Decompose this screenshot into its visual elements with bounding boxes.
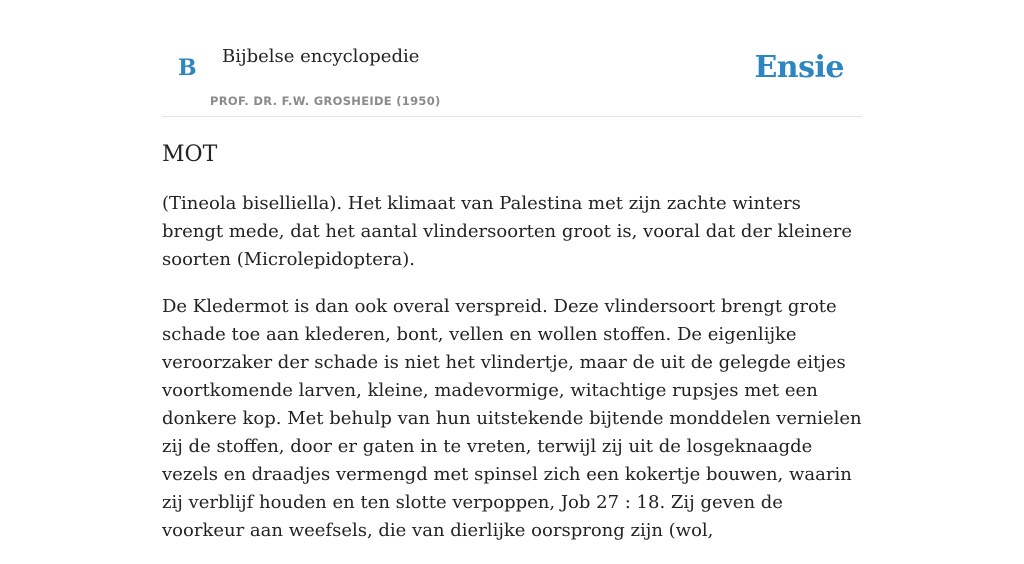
article-paragraph: De Kledermot is dan ook overal verspreid. Deze vlindersoort brengt grote schade toe aan klederen, bont, vellen en wollen stoffen. De eigenlijke veroorzaker der schade is niet het vlindertje, maar de uit de gelegde eitjes voortkomende larven, kleine, madevormige, witachtige rupsjes met een donkere kop. Met behulp van hun uitstekende bijtende monddelen vernielen zij de stoffen, door er gaten in te vreten, terwijl zij uit de losgeknaagde vezels en draadjes vermengd met spinsel zich een kokertje bouwen, waarin zij verblijf houden en ten slotte verpoppen, Job 27 : 18. Zij geven de voorkeur aan weefsels, die van dierlijke oorsprong zijn (wol, bbox=[162, 296, 862, 541]
article-paragraph: (Tineola biselliella). Het klimaat van Palestina met zijn zachte winters brengt mede, dat het aantal vlindersoorten groot is, vooral dat der kleinere soorten (Microlepidoptera). bbox=[162, 193, 853, 270]
article-title: MOT bbox=[162, 142, 218, 167]
book-title[interactable]: Bijbelse encyclopedie bbox=[222, 46, 420, 67]
book-logo[interactable]: B bbox=[178, 55, 197, 81]
book-author: PROF. DR. F.W. GROSHEIDE (1950) bbox=[210, 94, 441, 108]
header bbox=[162, 0, 862, 117]
article bbox=[162, 140, 862, 564]
brand-logo[interactable]: Ensie bbox=[754, 50, 844, 85]
